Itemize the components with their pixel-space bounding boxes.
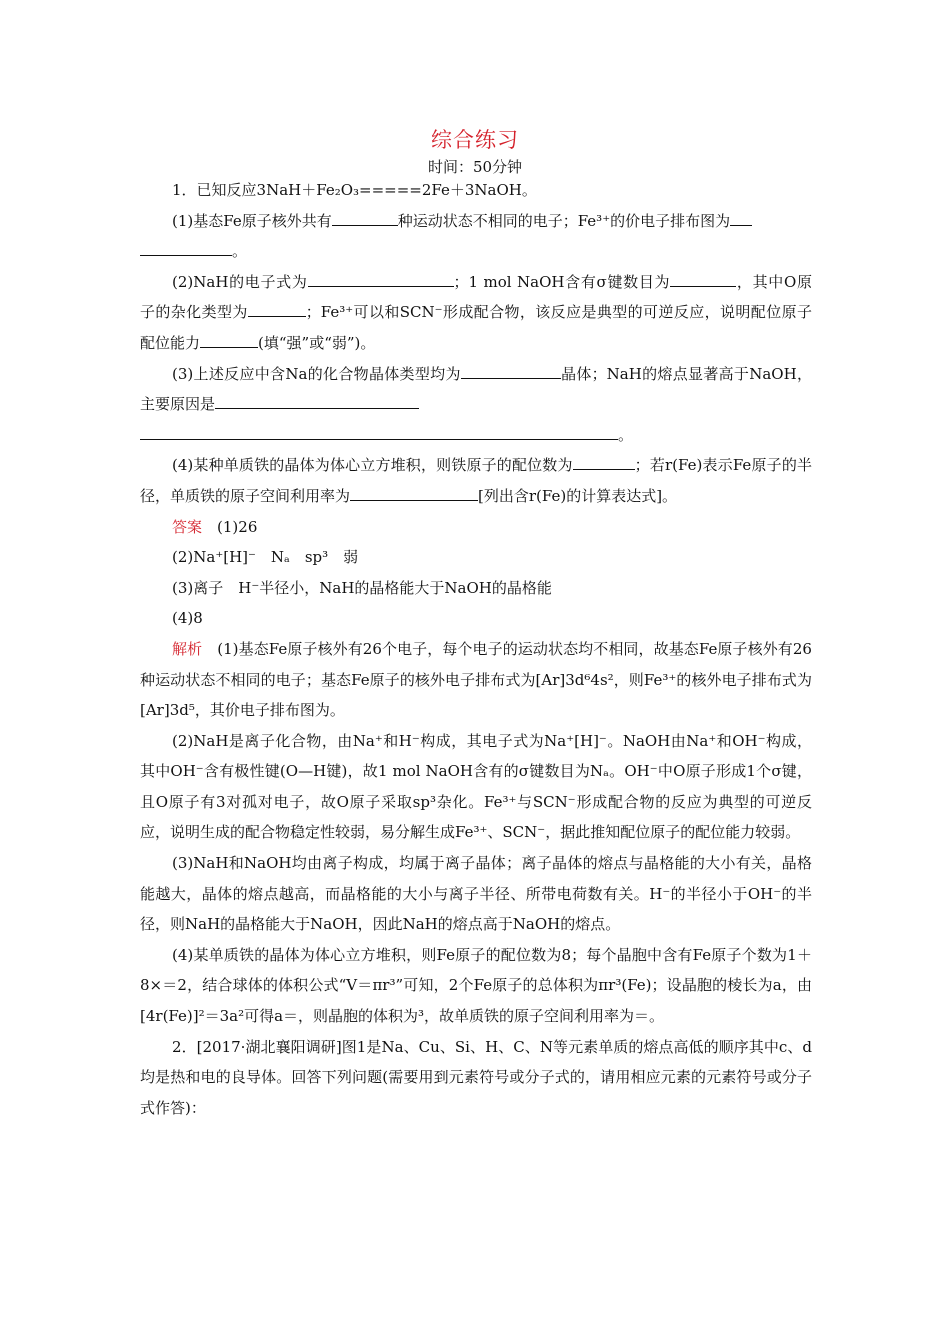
answer-label: 答案 [172, 517, 203, 536]
q1-p4-text-a: (4)某种单质铁的晶体为体心立方堆积，则铁原子的配位数为 [172, 456, 573, 475]
analysis-label: 解析 [172, 639, 203, 658]
answer-heading [140, 512, 812, 543]
analysis-1 [140, 634, 812, 726]
page-title: 综合练习 [431, 128, 519, 152]
question-1-part-2 [140, 267, 812, 359]
answer-4: (4)8 [172, 609, 203, 628]
answer-blank [200, 333, 258, 348]
q1-p2-text-d: ；Fe³⁺可以和SCN⁻形成配合物，该反应是典型的可逆反应，说明配位原子配位能力 [140, 303, 812, 352]
question-1-stem: 1．已知反应3NaH＋Fe₂O₃=====2Fe＋3NaOH。 [172, 181, 537, 199]
answer-blank [670, 272, 736, 287]
q1-p4-text-b: ；若r(Fe)表示Fe原子的半径，单质铁的原子空间利用率为 [140, 456, 812, 505]
q1-p1-text-b: 种运动状态不相同的电子；Fe³⁺的价电子排布图为 [397, 211, 731, 230]
answer-blank [140, 425, 618, 440]
q1-p2-text-b: ；1 mol NaOH含有σ键数目为 [453, 272, 671, 291]
question-1-part-3: (3)上述反应中含Na的化合物晶体类型均为 晶体；NaH的熔点显著高于NaOH，主要原因是 。 [140, 364, 812, 444]
answer-blank [461, 364, 561, 379]
q1-p2-text-c: ，其中O原子的杂化类型为 [140, 272, 812, 322]
question-2-stem: 2．[2017·湖北襄阳调研]图1是Na、Cu、Si、H、C、N等元素单质的熔点高低的顺序其中c、d均是热和电的良导体。回答下列问题(需要用到元素符号或分子式的，请用相应元素的元素符号或分子式作答)： [140, 1037, 812, 1117]
answer-blank [248, 302, 306, 317]
question-1-part-1: (1)基态Fe原子核外共有 种运动状态不相同的电子；Fe³⁺的价电子排布图为 。 [140, 206, 812, 267]
analysis-3: (3)NaH和NaOH均由离子构成，均属于离子晶体；离子晶体的熔点与晶格能的大小有关，晶格能越大，晶体的熔点越高，而晶格能的大小与离子半径、所带电荷数有关。H⁻的半径小于OH⁻的半径，则NaH的晶格能大于NaOH，因此NaH的熔点高于NaOH的熔点。 [140, 854, 812, 934]
analysis-4: (4)某单质铁的晶体为体心立方堆积，则Fe原子的配位数为8；每个晶胞中含有Fe原子个数为1＋8×＝2，结合球体的体积公式“V＝πr³”可知，2个Fe原子的总体积为πr³(Fe)；设晶胞的棱长为a，由[4r(Fe)]²＝3a²可得a＝，则晶胞的体积为³，故单质铁的原子空间利用率为＝。 [140, 945, 812, 1026]
time-limit: 时间：50分钟 [427, 158, 523, 176]
q1-p4-text-c: [列出含r(Fe)的计算表达式]。 [478, 486, 678, 505]
answer-blank [215, 394, 419, 409]
document-body [140, 175, 812, 1123]
q1-p3-text-a: (3)上述反应中含Na的化合物晶体类型均为 [172, 364, 461, 383]
answer-blank [573, 455, 635, 470]
analysis-2: (2)NaH是离子化合物，由Na⁺和H⁻构成，其电子式为Na⁺[H]⁻。NaOH由Na⁺和OH⁻构成，其中OH⁻含有极性键(O—H键)，故1 mol NaOH含有的σ键数目为Nₐ。OH⁻中O原子形成1个σ键，且O原子有3对孤对电子，故O原子采取sp³杂化。Fe³⁺与SCN⁻形成配合物的反应为典型的可逆反应，说明生成的配合物稳定性较弱，易分解生成Fe³⁺、SCN⁻，据此推知配位原子的配位能力较弱。 [140, 731, 812, 842]
answer-blank [730, 211, 752, 226]
answer-blank [308, 272, 454, 287]
q1-p2-text-a: (2)NaH的电子式为 [172, 272, 308, 291]
answer-3: (3)离子 H⁻半径小，NaH的晶格能大于NaOH的晶格能 [172, 578, 552, 597]
answer-blank [140, 241, 232, 256]
q1-p2-text-e: (填“强”或“弱”)。 [258, 333, 376, 352]
answer-2: (2)Na⁺[H]⁻ Nₐ sp³ 弱 [172, 548, 359, 567]
answer-blank [332, 211, 398, 226]
answer-blank [350, 486, 478, 501]
q1-p3-text-b: 晶体；NaH的熔点显著高于NaOH，主要原因是 [140, 364, 812, 414]
analysis-1-text: (1)基态Fe原子核外有26个电子，每个电子的运动状态均不相同，故基态Fe原子核外有26种运动状态不相同的电子；基态Fe原子的核外电子排布式为[Ar]3d⁶4s²，则Fe³⁺的核外电子排布式为[Ar]3d⁵，其价电子排布图为。 [140, 639, 812, 720]
question-1-part-4 [140, 450, 812, 511]
answer-1: (1)26 [217, 517, 258, 536]
q1-p1-text-a: (1)基态Fe原子核外共有 [172, 211, 332, 230]
